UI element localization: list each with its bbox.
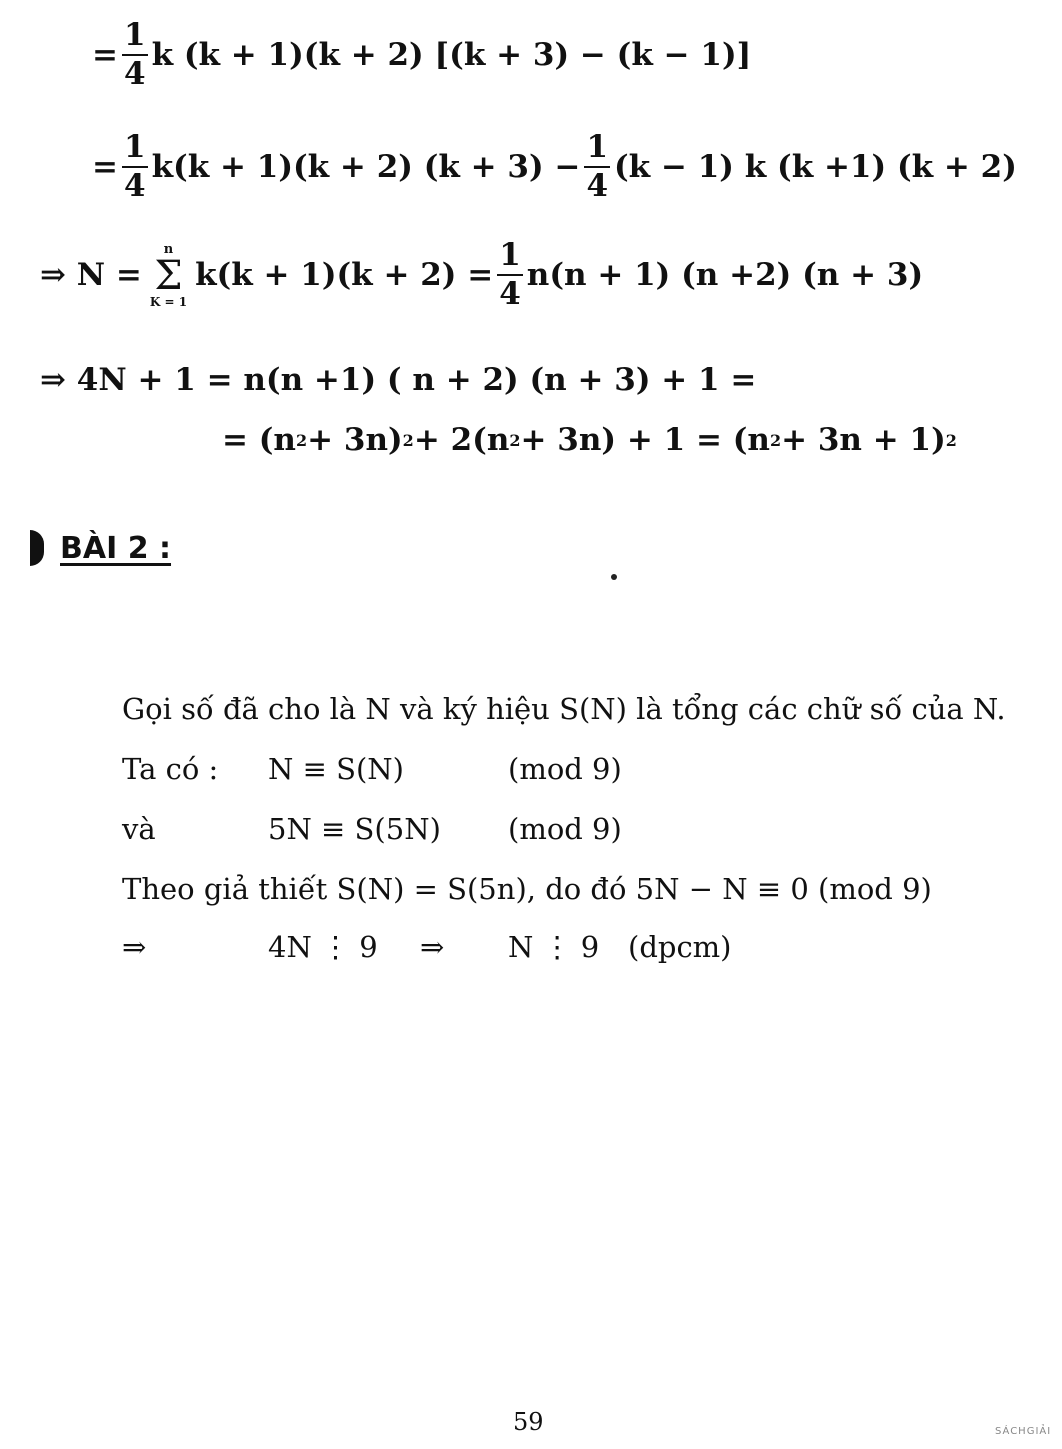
fraction-one-quarter [122,17,148,92]
summation-upper-limit: n [163,241,174,257]
exponent: 2 [295,430,308,450]
body-line-4: Theo giả thiết S(N) = S(5n), do đó 5N − N ≡ 0 (mod 9) [122,872,932,906]
body-line-5-expr2: N ⋮ 9 [508,930,600,964]
exponent: 2 [509,430,521,450]
fraction-denominator: 4 [499,276,521,312]
exponent: 2 [402,430,414,450]
expression: n(n + 1) (n +2) (n + 3) [526,257,924,293]
body-line-5-expr1: 4N ⋮ 9 [268,930,378,964]
section-heading [30,530,171,566]
body-line-1: Gọi số đã cho là N và ký hiệu S(N) là tổng các chữ số của N. [122,692,1006,726]
body-line-3-label: và [122,812,156,846]
expression: ⇒ 4N + 1 = n(n +1) ( n + 2) (n + 3) + 1 = [40,362,757,398]
exponent: 2 [945,430,957,450]
equation-line-5 [222,422,957,458]
summation-lower-limit: K = 1 [149,294,188,309]
body-line-2-mod: (mod 9) [508,752,622,786]
body-line-2-label: Ta có : [122,752,219,786]
body-line-2-expr: N ≡ S(N) [268,752,404,786]
equation-line-1 [92,17,752,92]
body-line-3-expr: 5N ≡ S(5N) [268,812,441,846]
expr-part: + 3n + 1) [781,422,946,458]
publisher-logo: SÁCHGIẢI [995,1426,1052,1437]
expr-part: + 3n) [307,422,403,458]
heading-marker-icon [30,530,44,566]
fraction-one-quarter [584,129,610,204]
fraction-numerator: 1 [584,132,610,168]
fraction-denominator: 4 [586,168,609,204]
fraction-denominator: 4 [123,56,146,92]
fraction-numerator: 1 [122,20,148,56]
body-line-5-arrow: ⇒ [122,930,147,964]
expr-part: = (n [222,422,296,458]
fraction-numerator: 1 [122,132,148,168]
summation [150,243,187,308]
equation-line-4 [40,362,756,398]
expression: k(k + 1)(k + 2) (k + 3) − [151,149,581,185]
fraction-one-quarter [122,129,148,204]
exponent: 2 [769,430,782,450]
equation-line-3 [40,237,924,312]
implies-n-equals: ⇒ N = [40,257,142,293]
equals-sign: = [92,149,118,185]
summation-symbol: Σ [154,252,183,299]
expr-part: + 3n) + 1 = (n [520,422,770,458]
body-line-3-mod: (mod 9) [508,812,622,846]
expression: k(k + 1)(k + 2) = [195,257,494,293]
expression: k (k + 1)(k + 2) [(k + 3) − (k − 1)] [151,37,752,73]
fraction-numerator: 1 [497,240,523,276]
fraction-denominator: 4 [123,168,146,204]
body-line-5-note: (dpcm) [628,930,732,964]
expr-part: + 2(n [413,422,510,458]
fraction-one-quarter [497,237,523,312]
equation-line-2 [92,129,1017,204]
body-line-5-arrow2: ⇒ [420,930,445,964]
expression: (k − 1) k (k +1) (k + 2) [614,149,1017,185]
section-title: BÀI 2 : [60,530,172,566]
page-number: 59 [513,1408,544,1436]
print-speck [611,574,617,580]
equals-sign: = [92,37,118,73]
